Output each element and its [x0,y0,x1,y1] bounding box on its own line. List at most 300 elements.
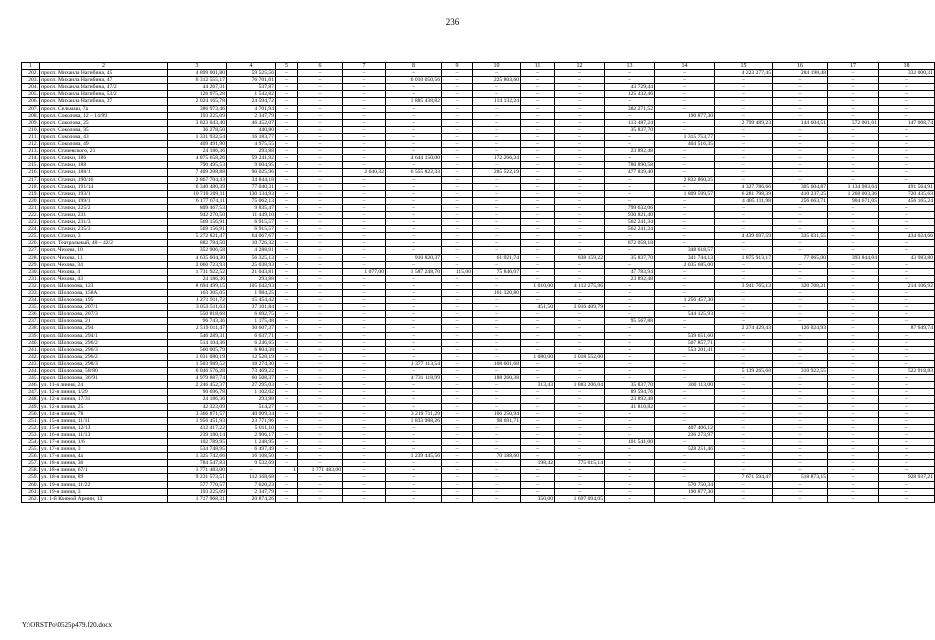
value-cell: – [442,112,473,119]
value-cell: – [655,183,715,190]
value-cell: 1 [276,467,298,474]
value-cell: – [555,453,605,460]
table-row [22,112,935,119]
value-cell: – [386,211,442,218]
value-cell: 310 922,55 [773,368,828,375]
value-cell: – [298,84,343,91]
value-cell: 90 696,78 [168,389,227,396]
address-cell: ул. 17-я линия, 1/6 [40,438,168,445]
value-cell: 193 225,09 [168,488,227,495]
value-cell: 114 132,24 [473,98,521,105]
value-cell: – [555,119,605,126]
value-cell: – [521,325,555,332]
value-cell: – [442,219,473,226]
value-cell: 1 268 003,36 [828,190,879,197]
value-cell: 24 186,36 [168,396,227,403]
value-cell: 27 295,03 [227,382,276,389]
value-cell: – [276,368,298,375]
value-cell: – [773,176,828,183]
value-cell: – [605,446,655,453]
value-cell: 2 040,32 [343,169,386,176]
value-cell: 2 035 685,00 [655,261,715,268]
table-row [22,446,935,453]
value-cell: 838 159,22 [555,254,605,261]
value-cell: – [521,98,555,105]
value-cell: – [715,261,773,268]
value-cell: – [715,360,773,367]
value-cell: 456 165,24 [879,197,935,204]
value-cell: – [442,254,473,261]
table-row [22,332,935,339]
value-cell: – [555,240,605,247]
value-cell: 1 248,95 [227,438,276,445]
value-cell: – [276,290,298,297]
value-cell: – [655,360,715,367]
value-cell: 76 701,01 [227,77,276,84]
value-cell: – [343,91,386,98]
address-cell: просп. Чехова, 4 [40,268,168,275]
address-cell: просп. Соколова, 25 [40,119,168,126]
value-cell: 320 708,21 [773,282,828,289]
value-cell: 284 198,48 [773,70,828,77]
value-cell: – [473,219,521,226]
value-cell: – [298,219,343,226]
value-cell: – [828,148,879,155]
value-cell: – [715,155,773,162]
row-number-cell: 236. [22,311,40,318]
value-cell: – [879,98,935,105]
value-cell: – [879,155,935,162]
value-cell: – [473,304,521,311]
value-cell: 6 246,65 [227,339,276,346]
table-row [22,346,935,353]
value-cell: 1 833 988,26 [386,417,442,424]
value-cell: – [773,360,828,367]
value-cell: 98 691,71 [473,417,521,424]
value-cell: – [555,190,605,197]
value-cell: 534 748,95 [168,446,227,453]
value-cell: – [276,495,298,502]
value-cell: – [343,254,386,261]
value-cell: – [298,403,343,410]
value-cell: 6 804,38 [227,346,276,353]
value-cell: – [276,70,298,77]
value-cell: 59 241,92 [227,155,276,162]
address-cell: просп. Михаила Нагибина, 37 [40,98,168,105]
value-cell: 41 810,82 [605,403,655,410]
value-cell: – [442,488,473,495]
value-cell: – [715,410,773,417]
value-cell: 799 632,06 [605,204,655,211]
row-number-cell: 261. [22,488,40,495]
table-row [22,169,935,176]
value-cell: – [715,438,773,445]
value-cell: 562 241,34 [605,226,655,233]
value-cell: 569 156,91 [168,219,227,226]
value-cell: – [298,325,343,332]
value-cell: 4 979 887,74 [168,375,227,382]
value-cell: – [442,325,473,332]
value-cell: 550 818,68 [168,311,227,318]
value-cell: – [655,396,715,403]
value-cell: 102 789,95 [168,438,227,445]
table-row [22,318,935,325]
value-cell: – [386,346,442,353]
value-cell: 562 241,34 [605,219,655,226]
address-cell: просп. Шолохова, 296/2 [40,353,168,360]
row-number-cell: 209. [22,119,40,126]
value-cell: 23 892,48 [605,148,655,155]
value-cell: – [828,70,879,77]
value-cell: – [715,389,773,396]
value-cell: – [555,297,605,304]
value-cell: 313,43 [521,382,555,389]
value-cell: 126 975,28 [168,91,227,98]
value-cell: – [773,204,828,211]
value-cell: 90 025,96 [227,169,276,176]
value-cell: – [521,126,555,133]
value-cell: – [298,119,343,126]
value-cell: – [655,119,715,126]
value-cell: 809 467,53 [168,204,227,211]
value-cell: – [442,233,473,240]
value-cell: – [879,346,935,353]
value-cell: – [773,424,828,431]
value-cell: – [655,460,715,467]
value-cell: 5 011,10 [227,424,276,431]
value-cell: – [555,112,605,119]
table-row [22,254,935,261]
value-cell: 193 225,09 [168,112,227,119]
value-cell: – [773,467,828,474]
value-cell: – [879,176,935,183]
value-cell: 1 883 206,04 [555,382,605,389]
value-cell: – [828,389,879,396]
value-cell: – [555,183,605,190]
value-cell: – [879,226,935,233]
table-row [22,339,935,346]
value-cell: – [473,105,521,112]
value-cell: – [773,353,828,360]
value-cell: 1 018 552,00 [555,353,605,360]
value-cell: – [828,84,879,91]
value-cell: 6 010 050,56 [386,77,442,84]
value-cell: 236 273,97 [655,431,715,438]
value-cell: 4 731 118,99 [386,375,442,382]
value-cell: – [655,410,715,417]
value-cell: – [715,105,773,112]
value-cell: – [879,332,935,339]
value-cell: – [773,91,828,98]
value-cell: – [473,488,521,495]
address-cell: просп. Шолохова, 298/3 [40,360,168,367]
value-cell: – [442,467,473,474]
value-cell: 4 899 001,80 [168,70,227,77]
value-cell: – [555,233,605,240]
value-cell: – [715,467,773,474]
value-cell: 56 325,13 [227,254,276,261]
table-row [22,219,935,226]
value-cell: – [473,431,521,438]
value-cell: – [828,424,879,431]
value-cell: – [343,318,386,325]
value-cell: 64 067,67 [227,233,276,240]
address-cell: просп. Шолохова, 195 [40,297,168,304]
value-cell: – [879,438,935,445]
value-cell: – [521,389,555,396]
value-cell: – [521,403,555,410]
value-cell: 61 921,74 [473,254,521,261]
value-cell: – [343,119,386,126]
address-cell: просп. Соколова, 35 [40,126,168,133]
value-cell: – [276,155,298,162]
value-cell: – [276,332,298,339]
value-cell: – [521,112,555,119]
value-cell: – [386,368,442,375]
value-cell: – [655,98,715,105]
value-cell: – [828,382,879,389]
value-cell: – [555,368,605,375]
value-cell: 1 239 445,56 [386,453,442,460]
value-cell: – [655,389,715,396]
address-cell: просп. Чехова, 11 [40,254,168,261]
value-cell: – [343,431,386,438]
value-cell: 4 701,94 [227,105,276,112]
value-cell: – [343,382,386,389]
address-cell: ул. 17-я линия, 3 [40,446,168,453]
value-cell: – [386,446,442,453]
row-number-cell: 246. [22,382,40,389]
value-cell: – [386,275,442,282]
header-row [22,63,935,70]
value-cell: – [386,311,442,318]
value-cell: – [343,133,386,140]
value-cell: – [343,282,386,289]
value-cell: – [715,297,773,304]
value-cell: – [343,396,386,403]
value-cell: – [298,382,343,389]
value-cell: – [605,368,655,375]
value-cell: 3 941 765,13 [715,282,773,289]
value-cell: – [773,389,828,396]
value-cell: – [442,375,473,382]
value-cell: – [879,460,935,467]
value-cell: – [715,382,773,389]
row-number-cell: 232. [22,282,40,289]
value-cell: – [276,353,298,360]
value-cell: – [298,197,343,204]
table-row [22,148,935,155]
value-cell: – [655,148,715,155]
value-cell: – [276,169,298,176]
value-cell: – [521,254,555,261]
value-cell: – [879,453,935,460]
value-cell: – [773,261,828,268]
value-cell: – [473,282,521,289]
address-cell: просп. Чехова, 43 [40,275,168,282]
value-cell: – [879,304,935,311]
table-row [22,162,935,169]
value-cell: – [442,119,473,126]
value-cell: 4 975,55 [227,141,276,148]
row-number-cell: 244. [22,368,40,375]
value-cell: – [298,389,343,396]
value-cell: – [442,368,473,375]
value-cell: – [343,70,386,77]
value-cell: 163 305,05 [168,290,227,297]
value-cell: – [521,91,555,98]
value-cell: – [773,410,828,417]
value-cell: – [715,403,773,410]
value-cell: 7 671 594,47 [715,474,773,481]
value-cell: – [715,247,773,254]
row-number-cell: 223. [22,219,40,226]
row-number-cell: 238. [22,325,40,332]
value-cell: – [343,197,386,204]
value-cell: – [442,126,473,133]
value-cell: – [343,460,386,467]
address-cell: просп. Сельмаш, 7а [40,105,168,112]
value-cell: 2 799 489,23 [715,119,773,126]
value-cell: – [386,219,442,226]
value-cell: – [715,353,773,360]
value-cell: – [555,360,605,367]
value-cell: – [828,360,879,367]
value-cell: 1 542,82 [227,91,276,98]
address-cell: просп. Стачки, 235/3 [40,226,168,233]
address-cell: ул. 14-я линия, 78 [40,410,168,417]
value-cell: 412 417,22 [168,424,227,431]
address-cell: просп. Стачки, 193/1 [40,190,168,197]
value-cell: – [386,226,442,233]
address-cell: ул. 17-я линия, 4а [40,453,168,460]
value-cell: 6 637,71 [227,332,276,339]
row-number-cell: 257. [22,460,40,467]
value-cell: – [655,77,715,84]
value-cell: – [828,446,879,453]
value-cell: – [828,318,879,325]
address-cell: просп. Чехова, 10 [40,247,168,254]
value-cell: – [521,247,555,254]
value-cell: – [555,417,605,424]
value-cell: – [773,297,828,304]
value-cell: – [298,190,343,197]
value-cell: 928 937,21 [879,474,935,481]
value-cell: – [555,424,605,431]
column-header: 9 [442,63,473,70]
value-cell: – [521,297,555,304]
row-number-cell: 256. [22,453,40,460]
value-cell: – [442,211,473,218]
column-header: 12 [555,63,605,70]
address-cell: просп. Шолохова, 58/80 [40,368,168,375]
value-cell: – [715,126,773,133]
address-cell: просп. Шолохова, 207/3 [40,311,168,318]
value-cell: – [343,261,386,268]
value-cell: – [773,247,828,254]
value-cell: 115,00 [442,268,473,275]
value-cell: – [521,105,555,112]
value-cell: 335 031,55 [773,233,828,240]
row-number-cell: 241. [22,346,40,353]
value-cell: – [276,325,298,332]
value-cell: – [521,474,555,481]
value-cell: – [343,297,386,304]
value-cell: – [655,438,715,445]
table-row [22,375,935,382]
value-cell: – [773,481,828,488]
value-cell: – [828,226,879,233]
value-cell: – [605,332,655,339]
value-cell: – [386,304,442,311]
row-number-cell: 211. [22,133,40,140]
value-cell: – [555,488,605,495]
row-number-cell: 251. [22,417,40,424]
value-cell: – [521,424,555,431]
value-cell: 21 043,81 [227,268,276,275]
value-cell: 2 867 704,43 [168,176,227,183]
value-cell: – [442,261,473,268]
value-cell: 407 406,12 [655,424,715,431]
value-cell: – [655,211,715,218]
value-cell: – [828,410,879,417]
value-cell: – [298,183,343,190]
value-cell: – [386,148,442,155]
address-cell: просп. Шолохова, 296/3 [40,346,168,353]
value-cell: – [473,119,521,126]
value-cell: – [828,495,879,502]
column-header: 15 [715,63,773,70]
value-cell: – [343,410,386,417]
value-cell: – [879,403,935,410]
value-cell: 285 522,19 [473,169,521,176]
value-cell: – [715,226,773,233]
address-cell: просп. Шолохова, 158А [40,290,168,297]
value-cell: – [828,98,879,105]
value-cell: – [473,403,521,410]
value-cell: 20 874,26 [227,495,276,502]
value-cell: – [605,247,655,254]
value-cell: – [298,495,343,502]
row-number-cell: 227. [22,247,40,254]
table-row [22,304,935,311]
value-cell: – [386,325,442,332]
column-header: 6 [298,63,343,70]
row-number-cell: 230. [22,268,40,275]
row-number-cell: 213. [22,148,40,155]
value-cell: – [298,261,343,268]
value-cell: – [473,84,521,91]
value-cell: – [828,77,879,84]
value-cell: – [879,467,935,474]
value-cell: – [655,233,715,240]
value-cell: – [655,240,715,247]
value-cell: – [828,282,879,289]
value-cell: – [828,488,879,495]
value-cell: 42 323,09 [168,403,227,410]
value-cell: 477 839,40 [605,169,655,176]
value-cell: – [879,268,935,275]
row-number-cell: 258. [22,467,40,474]
value-cell: 24 594,72 [227,98,276,105]
value-cell: – [828,133,879,140]
row-number-cell: 239. [22,332,40,339]
address-cell: ул. 18-я линия, 67/1 [40,467,168,474]
value-cell: – [828,126,879,133]
value-cell: – [298,431,343,438]
value-cell: 293,88 [227,148,276,155]
value-cell: – [879,112,935,119]
